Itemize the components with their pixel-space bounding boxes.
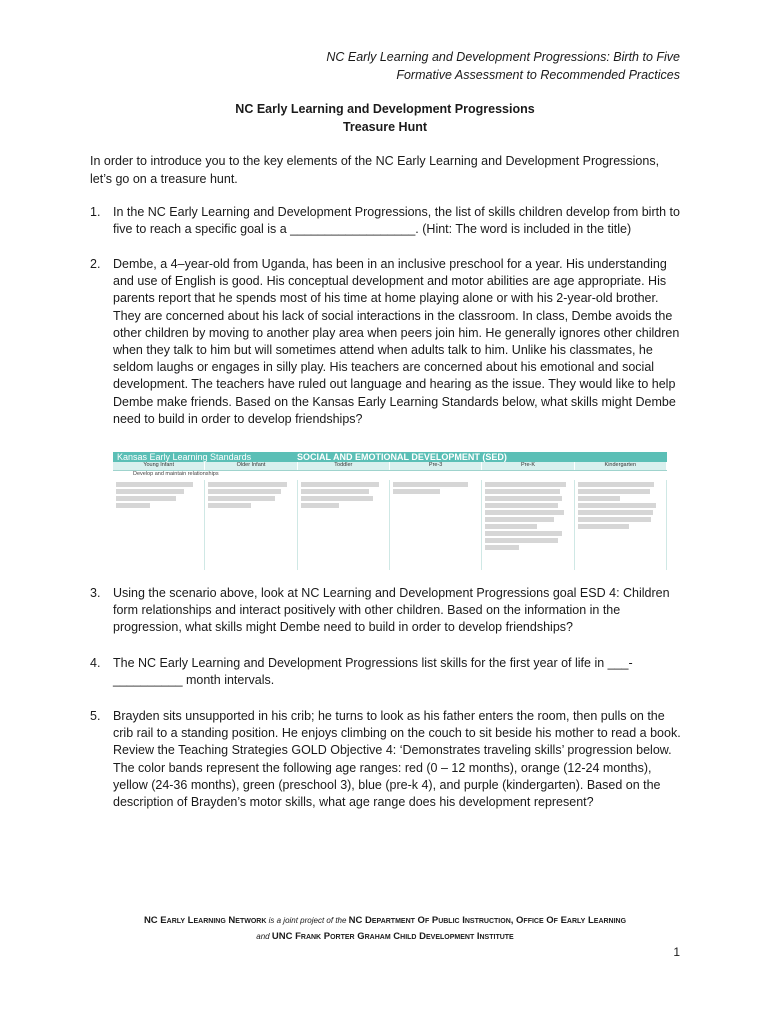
- footer-joint-text: is a joint project of the: [266, 916, 349, 925]
- question-number: 1.: [90, 205, 101, 219]
- question-text: The NC Early Learning and Development Progressions list skills for the first year of life in ___-__________ month intervals.: [113, 656, 633, 688]
- table-col: [482, 480, 574, 570]
- table-col: [205, 480, 297, 570]
- footer-line-1: [0, 913, 770, 929]
- question-1: [90, 204, 682, 238]
- question-text: Brayden sits unsupported in his crib; he turns to look as his father enters the room, then pulls on the crib rail to a standing position. He enjoys climbing on the couch to sit beside his mother to read a book. Review the Teaching Strategies GOLD Objective 4: ‘Demonstrates traveling skills’ progression below. The color bands represent the following age ranges: red (0 – 12 months), orange (12-24 months), yellow (24-36 months), green (preschool 3), blue (pre-k 4), and purple (kindergarten). Based on the description of Brayden’s motor skills, what age range does his development represent?: [113, 709, 681, 810]
- question-3: [90, 585, 682, 637]
- age-col: Young Infant: [113, 462, 205, 470]
- intro-paragraph: In order to introduce you to the key elements of the NC Early Learning and Development Progressions, let’s go on a treasure hunt.: [90, 154, 660, 186]
- table-band-title: SOCIAL AND EMOTIONAL DEVELOPMENT (SED): [297, 451, 507, 462]
- age-col: Older Infant: [205, 462, 297, 470]
- table-col: [113, 480, 205, 570]
- page-footer: [0, 913, 770, 945]
- table-subheading: Develop and maintain relationships: [133, 471, 219, 477]
- footer-network-name: NC Early Learning Network: [143, 915, 267, 926]
- age-col: Pre-K: [482, 462, 574, 470]
- question-text: Dembe, a 4–year-old from Uganda, has been in an inclusive preschool for a year. His understanding and use of English is good. His conceptual development and motor abilities are age appropriate. His parents report that he spends most of his time at home playing alone or with his 2-year-old brother. They are concerned about his lack of social interactions in the classroom. In class, Dembe avoids the other children by moving to another play area when peers join him. He generally ignores other children when they talk to him but will sometimes attend when adults talk to him. Unlike his classmates, he seldom laughs or engages in silly play. His teachers are concerned about his emotional and social development. The teachers have ruled out language and hearing as the issue. They would like to help Dembe make friends. Based on the Kansas Early Learning Standards below, what skills might Dembe need to build in order to develop friendships?: [113, 257, 680, 426]
- question-2: [90, 256, 682, 428]
- footer-dpi-name: NC Department Of Public Instruction, Office Of Early Learning: [348, 915, 627, 926]
- table-body: [113, 480, 667, 570]
- question-number: 4.: [90, 656, 101, 670]
- footer-fpg-name: UNC Frank Porter Graham Child Development Institute: [271, 931, 514, 942]
- table-col: [390, 480, 482, 570]
- question-text: Using the scenario above, look at NC Learning and Development Progressions goal ESD 4: Children form relationships and interact positively with other children. Based on the information in the progression, what skills might Dembe need to build in order to develop friendships?: [113, 586, 670, 635]
- header-line-1: NC Early Learning and Development Progressions: Birth to Five: [326, 50, 680, 64]
- title-line-2: Treasure Hunt: [342, 120, 428, 134]
- kansas-standards-table-image: [113, 452, 667, 570]
- question-4: [90, 655, 682, 689]
- table-left-title: Kansas Early Learning Standards: [117, 451, 252, 462]
- title-line-1: NC Early Learning and Development Progressions: [235, 102, 535, 116]
- page-number: 1: [673, 945, 680, 959]
- question-number: 2.: [90, 257, 101, 271]
- question-number: 5.: [90, 709, 101, 723]
- table-header-band: [113, 452, 667, 462]
- running-header: [326, 48, 680, 84]
- age-col: Kindergarten: [575, 462, 667, 470]
- footer-line-2: [0, 929, 770, 945]
- question-5: [90, 708, 682, 811]
- table-col: [298, 480, 390, 570]
- age-col: Toddler: [298, 462, 390, 470]
- age-columns-header: [113, 462, 667, 471]
- age-col: Pre-3: [390, 462, 482, 470]
- table-col: [575, 480, 667, 570]
- document-title: [0, 100, 770, 136]
- footer-and-text: and: [256, 932, 272, 941]
- header-line-2: Formative Assessment to Recommended Practices: [396, 68, 680, 82]
- question-text: In the NC Early Learning and Development Progressions, the list of skills children develop from birth to five to reach a specific goal is a __________________. (Hint: The word is included in the title): [113, 205, 680, 237]
- question-number: 3.: [90, 586, 101, 600]
